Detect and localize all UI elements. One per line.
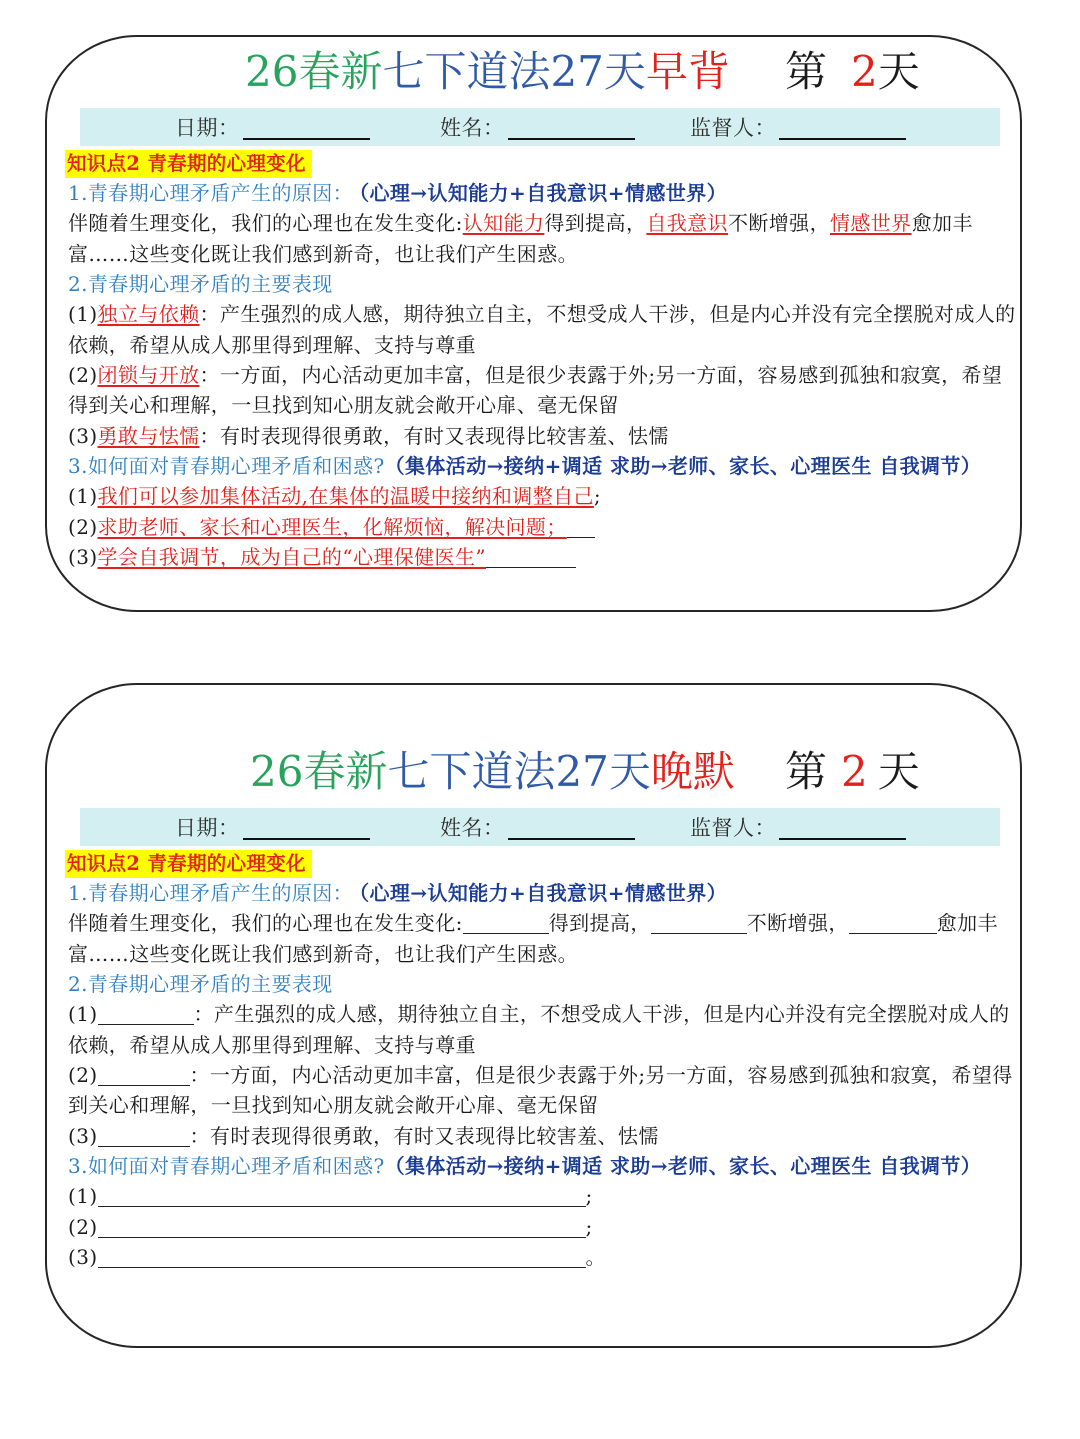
item-end-punctuation: ; (585, 1214, 593, 1239)
date-label: 日期： (175, 116, 240, 140)
fill-in-blank (98, 1065, 190, 1086)
item-number: (1) (68, 1002, 98, 1027)
q3-item-3 (68, 542, 1018, 572)
item-number: (3) (68, 423, 98, 448)
title-term: 26春新 (250, 747, 388, 796)
q2-heading-line (68, 269, 1018, 299)
q1-body-line-2 (68, 939, 1018, 969)
fill-in-blank (98, 1126, 190, 1147)
card-title (245, 46, 730, 98)
text-segment: 愈加丰 (911, 211, 973, 236)
title-course: 七下道法27天 (387, 747, 651, 796)
text-segment: 富……这些变化既让我们感到新奇，也让我们产生困惑。 (68, 241, 578, 266)
day-prefix: 第 (785, 747, 828, 796)
text-segment: 依赖，希望从成人那里得到理解、支持与尊重 (68, 332, 476, 357)
answer-underline-extension (486, 547, 576, 568)
q1-body-line-1 (68, 208, 1018, 238)
text-segment: 得到提高， (548, 911, 651, 936)
q2-item-3-line-1 (68, 1121, 1018, 1151)
morning-recitation-card (0, 0, 1080, 700)
answer-brave-timid: 勇敢与怯懦 (97, 423, 200, 448)
text-segment: 伴随着生理变化，我们的心理也在发生变化: (68, 211, 463, 236)
q1-heading: 1.青春期心理矛盾产生的原因： (68, 881, 354, 905)
name-blank-line (508, 814, 635, 840)
text-segment: ：一方面，内心活动更加丰富，但是很少表露于外;另一方面，容易感到孤独和寂寞，希望 (199, 362, 1003, 387)
q1-heading: 1.青春期心理矛盾产生的原因： (68, 181, 354, 205)
info-band (80, 808, 1000, 846)
q1-body-line-2 (68, 239, 1018, 269)
day-counter (785, 746, 920, 798)
q2-heading-line (68, 969, 1018, 999)
content-body (68, 178, 1018, 572)
item-number: (3) (68, 1244, 98, 1269)
supervisor-field (690, 108, 906, 146)
text-segment: ：有时表现得很勇敢，有时又表现得比较害羞、怯懦 (189, 1123, 659, 1148)
name-label: 姓名： (440, 116, 505, 140)
supervisor-blank-line (779, 814, 906, 840)
text-segment: 得到提高， (544, 211, 647, 236)
q3-item-2 (68, 1212, 1018, 1242)
item-number: (2) (68, 1214, 98, 1239)
day-prefix: 第 (785, 47, 828, 96)
text-segment: ：有时表现得很勇敢，有时又表现得比较害羞、怯懦 (199, 423, 669, 448)
q2-item-1-line-1 (68, 999, 1018, 1029)
q2-item-2-line-2 (68, 1090, 1018, 1120)
item-end-punctuation: ; (593, 484, 602, 509)
item-number: (2) (68, 1062, 98, 1087)
q1-heading-line (68, 178, 1018, 208)
fill-in-blank (98, 1186, 586, 1207)
fill-in-blank (849, 913, 937, 934)
supervisor-label: 监督人： (690, 116, 776, 140)
name-field (440, 108, 635, 146)
text-segment: 得到关心和理解，一旦找到知心朋友就会敞开心扉、毫无保留 (68, 393, 619, 418)
q3-item-1 (68, 481, 1018, 511)
answer-cognitive-ability: 认知能力 (462, 211, 545, 236)
name-field (440, 808, 635, 846)
q3-item-3 (68, 1242, 1018, 1272)
content-body (68, 878, 1018, 1272)
q3-heading: 3.如何面对青春期心理矛盾和困惑? (68, 453, 385, 478)
fill-in-blank (651, 913, 747, 934)
supervisor-field (690, 808, 906, 846)
text-segment: 愈加丰 (936, 911, 998, 936)
text-segment: 到关心和理解，一旦找到知心朋友就会敞开心扉、毫无保留 (68, 1093, 599, 1118)
item-end-punctuation: 。 (585, 1244, 606, 1269)
text-segment: ：产生强烈的成人感，期待独立自主，不想受成人干涉，但是内心并没有完全摆脱对成人的 (193, 1002, 1010, 1027)
q3-item-2 (68, 512, 1018, 542)
q1-heading-line (68, 878, 1018, 908)
q3-heading-line (68, 1151, 1018, 1181)
date-blank-line (243, 114, 370, 140)
q2-item-1-line-1 (68, 299, 1018, 329)
item-number: (3) (68, 544, 98, 569)
q2-item-1-line-2 (68, 330, 1018, 360)
day-counter (785, 46, 920, 98)
text-segment: 不断增强， (727, 211, 830, 236)
title-mode: 晚默 (650, 747, 735, 796)
q2-item-3-line-1 (68, 421, 1018, 451)
item-number: (3) (68, 1123, 98, 1148)
supervisor-label: 监督人： (690, 816, 776, 840)
day-suffix: 天 (877, 47, 920, 96)
q3-hint: （集体活动→接纳+调适 求助→老师、家长、心理医生 自我调节） (384, 1153, 982, 1178)
q2-heading: 2.青春期心理矛盾的主要表现 (68, 271, 333, 296)
item-number: (1) (68, 302, 98, 327)
item-number: (1) (68, 484, 98, 509)
fill-in-blank (98, 1004, 194, 1025)
text-segment: ：一方面，内心活动更加丰富，但是很少表露于外;另一方面，容易感到孤独和寂寞，希望得 (189, 1062, 1013, 1087)
q2-item-1-line-2 (68, 1030, 1018, 1060)
q2-heading: 2.青春期心理矛盾的主要表现 (68, 971, 333, 996)
q3-item-1 (68, 1181, 1018, 1211)
text-segment: 不断增强， (746, 911, 849, 936)
item-number: (1) (68, 1184, 98, 1209)
item-number: (2) (68, 362, 98, 387)
q1-hint: （心理→认知能力+自我意识+情感世界） (359, 881, 727, 905)
text-segment: 伴随着生理变化，我们的心理也在发生变化: (68, 911, 463, 936)
name-label: 姓名： (440, 816, 505, 840)
date-field (175, 808, 370, 846)
knowledge-point-title: 知识点2 青春期的心理变化 (65, 150, 312, 178)
day-suffix: 天 (877, 747, 920, 796)
item-end-punctuation: ; (585, 1184, 593, 1209)
day-number: 2 (841, 747, 868, 796)
date-field (175, 108, 370, 146)
name-blank-line (508, 114, 635, 140)
q3-heading: 3.如何面对青春期心理矛盾和困惑? (68, 1153, 385, 1178)
q2-item-2-line-2 (68, 390, 1018, 420)
answer-closed-open: 闭锁与开放 (97, 362, 200, 387)
day-number: 2 (851, 47, 878, 96)
item-number: (2) (68, 514, 98, 539)
fill-in-blank (463, 913, 549, 934)
q2-item-2-line-1 (68, 360, 1018, 390)
date-label: 日期： (175, 816, 240, 840)
answer-self-adjustment: 学会自我调节，成为自己的“心理保健医生” (97, 544, 486, 569)
title-term: 26春新 (245, 47, 383, 96)
answer-underline-extension (567, 517, 595, 538)
title-mode: 早背 (645, 47, 730, 96)
answer-self-awareness: 自我意识 (646, 211, 728, 236)
fill-in-blank (98, 1247, 586, 1268)
evening-dictation-card (0, 700, 1080, 1400)
date-blank-line (243, 814, 370, 840)
q1-body-line-1 (68, 908, 1018, 938)
title-course: 七下道法27天 (382, 47, 646, 96)
text-segment: ：产生强烈的成人感，期待独立自主，不想受成人干涉，但是内心并没有完全摆脱对成人的 (199, 302, 1016, 327)
q3-heading-line (68, 451, 1018, 481)
q3-hint: （集体活动→接纳+调适 求助→老师、家长、心理医生 自我调节） (384, 453, 982, 478)
info-band (80, 108, 1000, 146)
q2-item-2-line-1 (68, 1060, 1018, 1090)
answer-independence-dependence: 独立与依赖 (97, 302, 200, 327)
supervisor-blank-line (779, 114, 906, 140)
text-segment: 依赖，希望从成人那里得到理解、支持与尊重 (68, 1032, 476, 1057)
text-segment: 富……这些变化既让我们感到新奇，也让我们产生困惑。 (68, 941, 578, 966)
knowledge-point-title: 知识点2 青春期的心理变化 (65, 850, 312, 878)
answer-emotional-world: 情感世界 (829, 211, 912, 236)
fill-in-blank (98, 1217, 586, 1238)
q1-hint: （心理→认知能力+自我意识+情感世界） (359, 181, 727, 205)
answer-collective-activities: 我们可以参加集体活动,在集体的温暖中接纳和调整自己 (97, 484, 594, 509)
card-title (250, 746, 735, 798)
answer-seek-help: 求助老师、家长和心理医生，化解烦恼，解决问题； (97, 514, 567, 539)
